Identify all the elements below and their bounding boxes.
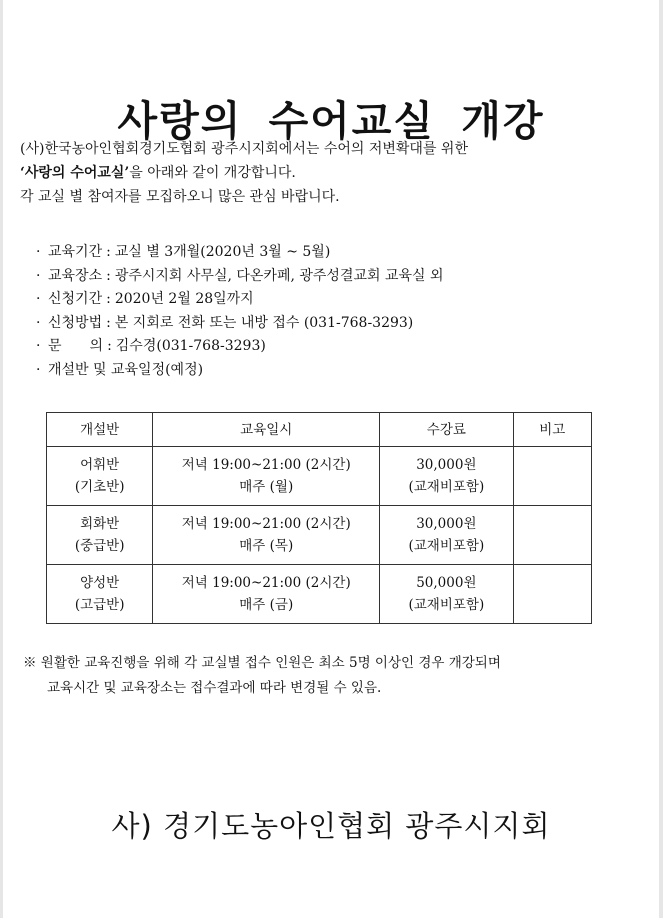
info-value: 김수경(031-768-3293): [115, 338, 266, 354]
fee-note: (교재비포함): [408, 597, 485, 613]
intro-paragraph: [20, 137, 640, 209]
info-item-inquiry: [36, 335, 636, 359]
cell-class: [47, 565, 153, 624]
cell-schedule: [153, 565, 380, 624]
class-level: (중급반): [74, 538, 125, 554]
cell-fee: [380, 565, 513, 624]
notice-paragraph: [23, 651, 653, 701]
info-list: [36, 241, 636, 382]
class-time: 저녁 19:00~21:00 (2시간): [181, 516, 351, 532]
info-separator: :: [106, 291, 111, 307]
info-label: 신청방법: [48, 314, 103, 331]
cell-remarks: [513, 447, 592, 506]
class-day: 매주 (목): [239, 538, 294, 554]
intro-line-3: 각 교실 별 참여자를 모집하오니 많은 관심 바랍니다.: [20, 189, 340, 205]
class-day: 매주 (금): [239, 597, 294, 613]
bullet-icon: ·: [36, 314, 41, 331]
info-item-application-method: [36, 312, 636, 336]
class-name: 회화반: [80, 516, 120, 532]
class-time: 저녁 19:00~21:00 (2시간): [181, 575, 351, 591]
class-name: 어휘반: [80, 457, 120, 473]
fee-note: (교재비포함): [408, 479, 485, 495]
table-row: [47, 447, 592, 506]
bullet-icon: ·: [36, 338, 41, 354]
program-name-quote: ‘사랑의 수어교실’: [20, 165, 130, 181]
intro-line-2-rest: 을 아래와 같이 개강합니다.: [129, 165, 296, 181]
fee-amount: 30,000원: [416, 457, 477, 473]
schedule-table: [46, 412, 592, 624]
class-day: 매주 (월): [239, 479, 294, 495]
cell-fee: [380, 506, 513, 565]
cell-class: [47, 447, 153, 506]
cell-schedule: [153, 506, 380, 565]
info-item-location: [36, 265, 636, 289]
header-remarks: 비고: [513, 413, 592, 447]
info-item-period: [36, 241, 636, 265]
bullet-icon: ·: [36, 244, 41, 260]
table-header-row: [47, 413, 592, 447]
info-value: 교실 별 3개월(2020년 3월 ~ 5월): [114, 244, 331, 260]
header-fee: 수강료: [380, 413, 513, 447]
info-value: 2020년 2월 28일까지: [114, 291, 254, 307]
notice-line-2: 교육시간 및 교육장소는 접수결과에 따라 변경될 수 있음.: [47, 680, 382, 696]
class-name: 양성반: [80, 575, 120, 591]
info-label: 신청기간: [48, 291, 103, 307]
info-label: 교육기간: [48, 244, 103, 260]
table-row: [47, 506, 592, 565]
table-row: [47, 565, 592, 624]
class-level: (기초반): [74, 479, 125, 495]
intro-line-1: (사)한국농아인협회경기도협회 광주시지회에서는 수어의 저변확대를 위한: [20, 141, 468, 157]
info-value: 본 지회로 전화 또는 내방 접수 (031-768-3293): [114, 314, 414, 331]
header-class: 개설반: [47, 413, 153, 447]
cell-fee: [380, 447, 513, 506]
class-level: (고급반): [74, 597, 125, 613]
organization-signature: 사) 경기도농아인협회 광주시지회: [111, 809, 551, 843]
page-title: 사랑의 수어교실 개강: [117, 97, 545, 146]
class-time: 저녁 19:00~21:00 (2시간): [181, 457, 351, 473]
info-separator: :: [106, 244, 111, 260]
info-label: 문 의: [48, 338, 104, 354]
header-schedule: 교육일시: [153, 413, 380, 447]
info-label: 교육장소: [48, 267, 103, 284]
fee-note: (교재비포함): [408, 538, 485, 554]
notice-line-1: ※ 원활한 교육진행을 위해 각 교실별 접수 인원은 최소 5명 이상인 경우 개강되며: [23, 655, 501, 671]
cell-remarks: [513, 565, 592, 624]
fee-amount: 50,000원: [416, 575, 477, 591]
info-separator: :: [107, 338, 112, 354]
info-item-application-period: [36, 288, 636, 312]
bullet-icon: ·: [36, 361, 41, 378]
cell-class: [47, 506, 153, 565]
info-value: 광주시지회 사무실, 다온카페, 광주성결교회 교육실 외: [114, 267, 444, 284]
cell-remarks: [513, 506, 592, 565]
bullet-icon: ·: [36, 267, 41, 284]
fee-amount: 30,000원: [416, 516, 477, 532]
document-page: [3, 0, 659, 918]
intro-line-2: [20, 161, 640, 185]
bullet-icon: ·: [36, 291, 41, 307]
info-separator: :: [106, 267, 111, 284]
cell-schedule: [153, 447, 380, 506]
info-item-schedule-heading: [36, 359, 636, 383]
info-label: 개설반 및 교육일정(예정): [48, 361, 204, 378]
info-separator: :: [106, 314, 111, 331]
